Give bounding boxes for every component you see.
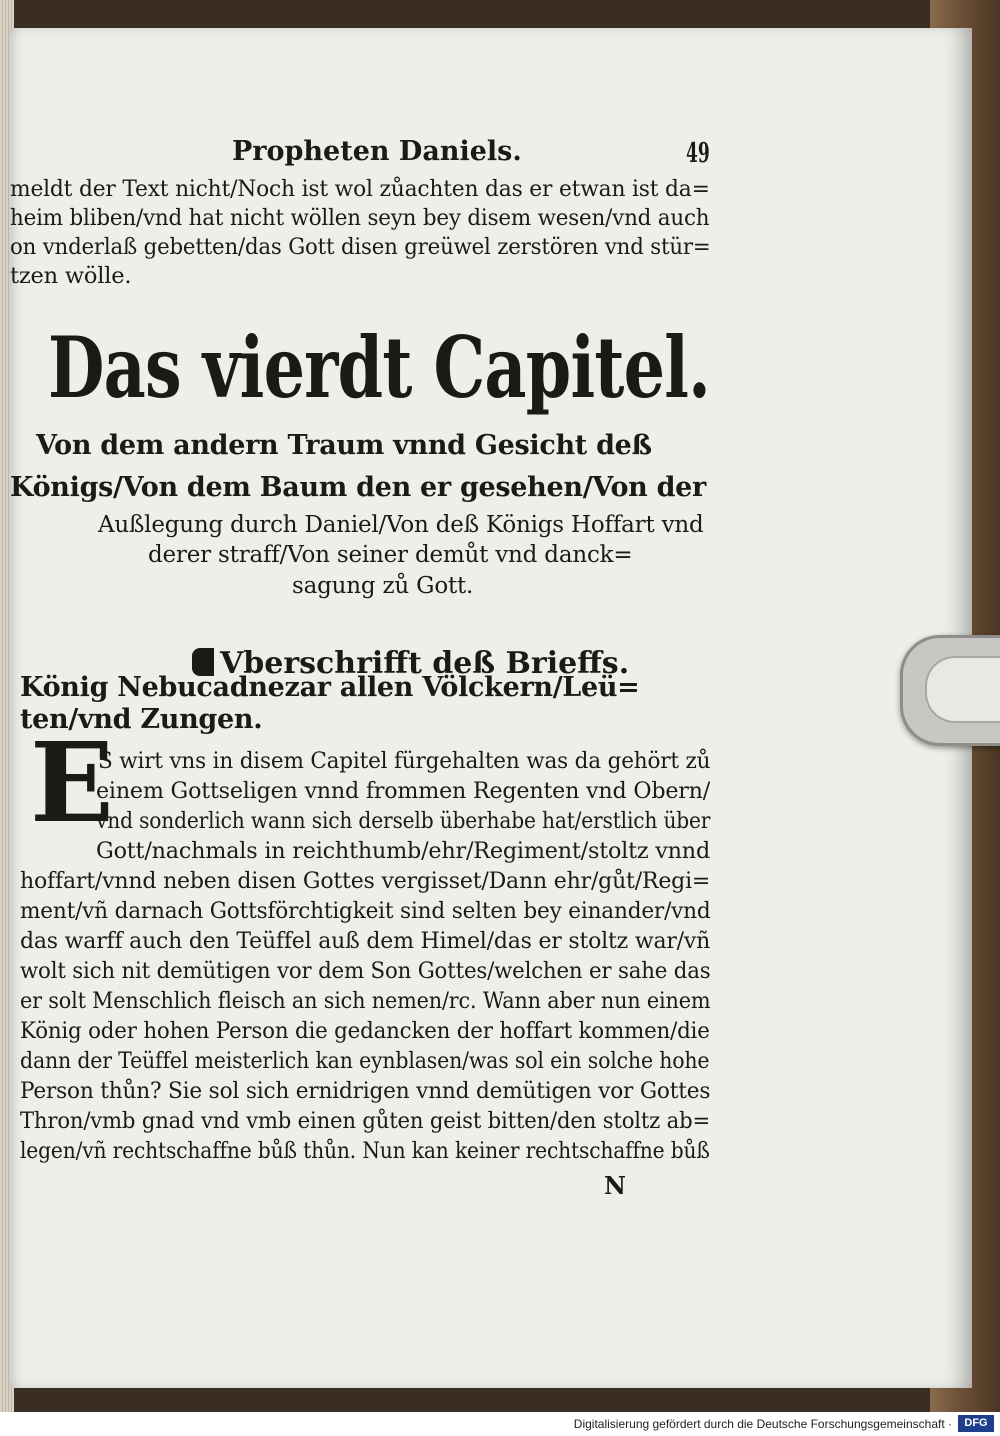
page-clip: [900, 635, 1000, 746]
chapter-summary-line: derer straff/Von seiner demůt vnd danck=: [148, 542, 633, 568]
body-line: legen/vñ rechtschaffne bůß thůn. Nun kan keiner rechtschaffne bůß: [20, 1138, 710, 1164]
dfg-logo: DFG: [958, 1415, 994, 1432]
body-line: einem Gottseligen vnnd frommen Regenten vnd Obern/: [96, 778, 711, 804]
catchword: N: [604, 1171, 626, 1200]
body-line: Person thůn? Sie sol sich ernidrigen vnnd demütigen vor Gottes: [20, 1078, 711, 1104]
book-page: [10, 28, 972, 1388]
chapter-summary-line: sagung zů Gott.: [292, 573, 474, 599]
body-line: S wirt vns in disem Capitel fürgehalten was da gehört zů: [98, 748, 711, 774]
body-line: hoffart/vnnd neben disen Gottes vergisset/Dann ehr/gůt/Regi=: [20, 868, 711, 894]
body-line: vnd sonderlich wann sich derselb überhabe hat/erstlich über: [96, 808, 711, 834]
decorated-initial: E: [30, 718, 114, 847]
body-line: Gott/nachmals in reichthumb/ehr/Regiment/stoltz vnnd: [96, 838, 711, 864]
section-heading-label: Vberschrifft deß Brieffs.: [220, 646, 630, 681]
chapter-title: Das vierdt Capitel.: [48, 318, 711, 417]
opening-line: on vnderlaß gebetten/das Gott disen greüwel zerstören vnd stür=: [10, 234, 711, 260]
body-line: wolt sich nit demütigen vor dem Son Gottes/welchen er sahe das: [20, 958, 711, 984]
funding-credit: Digitalisierung gefördert durch die Deutsche Forschungsgemeinschaft ·: [573, 1417, 952, 1431]
body-line: Thron/vmb gnad vnd vmb einen gůten geist bitten/den stoltz ab=: [20, 1108, 711, 1134]
page-clip-inner: [925, 656, 1000, 723]
address-line: ten/vnd Zungen.: [20, 704, 263, 735]
body-line: dann der Teüffel meisterlich kan eynblasen/was sol ein solche hohe: [20, 1048, 710, 1074]
running-head: Propheten Daniels.: [232, 136, 522, 167]
opening-line: meldt der Text nicht/Noch ist wol zůachten das er etwan ist da=: [10, 176, 710, 202]
footer-bar: [0, 1412, 1000, 1436]
address-line: König Nebucadnezar allen Völckern/Leü=: [20, 672, 640, 703]
chapter-subtitle-line: Königs/Von dem Baum den er gesehen/Von der: [10, 472, 706, 503]
page-number: 49: [686, 138, 710, 169]
body-line: König oder hohen Person die gedancken der hoffart kommen/die: [20, 1018, 710, 1044]
body-line: das warff auch den Teüffel auß dem Himel/das er stoltz war/vñ: [20, 928, 711, 954]
body-line: er solt Menschlich fleisch an sich nemen/rc. Wann aber nun einem: [20, 988, 711, 1014]
chapter-summary-line: Außlegung durch Daniel/Von deß Königs Hoffart vnd: [98, 512, 704, 538]
body-line: ment/vñ darnach Gottsförchtigkeit sind selten bey einander/vnd: [20, 898, 711, 924]
opening-line: heim bliben/vnd hat nicht wöllen seyn bey disem wesen/vnd auch: [10, 205, 710, 231]
opening-line: tzen wölle.: [10, 263, 132, 289]
chapter-subtitle-line: Von dem andern Traum vnnd Gesicht deß: [36, 430, 652, 461]
